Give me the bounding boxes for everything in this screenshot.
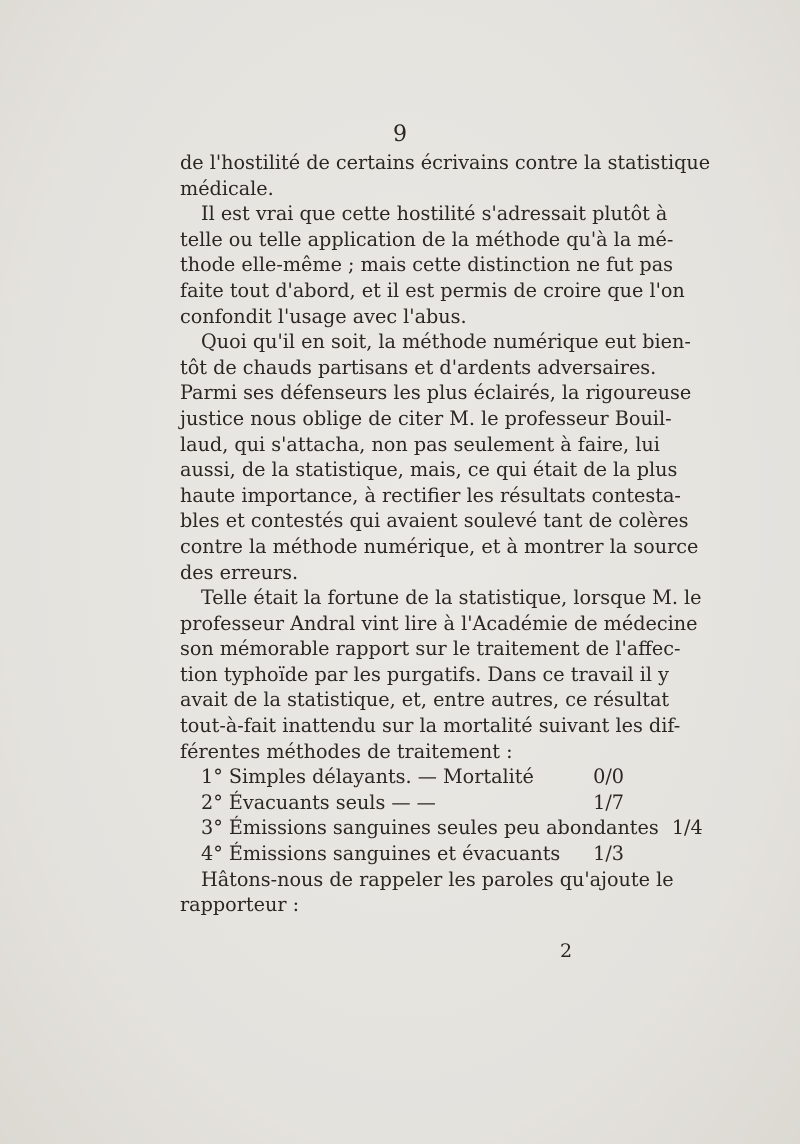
text-line: Il est vrai que cette hostilité s'adressait plutôt à xyxy=(201,202,668,226)
text-line: de l'hostilité de certains écrivains contre la statistique xyxy=(180,151,711,174)
result-value: 0/0 xyxy=(593,765,624,789)
text-line: laud, qui s'attacha, non pas seulement à faire, lui xyxy=(180,432,660,456)
text-line: des erreurs. xyxy=(180,560,299,584)
text-line: aussi, de la statistique, mais, ce qui était de la plus xyxy=(180,458,678,482)
result-value: 1/4 xyxy=(671,816,703,840)
paragraph-4 xyxy=(180,585,702,764)
text-line: tion typhoïde par les purgatifs. Dans ce travail il y xyxy=(180,662,669,686)
signature-mark: 2 xyxy=(559,940,573,962)
result-row xyxy=(180,790,624,816)
result-label: 1° Simples délayants. — Mortalité xyxy=(201,765,534,789)
text-line: médicale. xyxy=(180,176,274,200)
text-line: faite tout d'abord, et il est permis de croire que l'on xyxy=(180,278,685,302)
text-line: haute importance, à rectifier les résultats contesta- xyxy=(180,483,681,507)
page-number: 9 xyxy=(393,122,407,147)
text-line: telle ou telle application de la méthode qu'à la mé- xyxy=(180,227,674,251)
text-line: confondit l'usage avec l'abus. xyxy=(180,304,467,328)
text-line: Telle était la fortune de la statistique, lorsque M. le xyxy=(201,586,702,610)
text-line: contre la méthode numérique, et à montrer la source xyxy=(180,534,699,558)
paragraph-1 xyxy=(180,150,711,201)
text-line: rapporteur : xyxy=(180,893,300,917)
result-label: 2° Évacuants seuls — — xyxy=(201,790,436,814)
text-line: professeur Andral vint lire à l'Académie de médecine xyxy=(180,611,698,635)
text-line: Hâtons-nous de rappeler les paroles qu'ajoute le xyxy=(201,867,674,891)
text-line: tôt de chauds partisans et d'ardents adversaires. xyxy=(180,355,657,379)
paragraph-2 xyxy=(180,201,685,329)
result-row xyxy=(180,841,624,867)
result-label: 3° Émissions sanguines seules peu abondantes xyxy=(201,816,659,840)
text-line: avait de la statistique, et, entre autres, ce résultat xyxy=(180,688,670,712)
text-line: Parmi ses défenseurs les plus éclairés, la rigoureuse xyxy=(180,381,692,405)
closing-paragraph xyxy=(180,867,674,918)
text-line: tout-à-fait inattendu sur la mortalité suivant les dif- xyxy=(180,714,681,738)
text-line: justice nous oblige de citer M. le professeur Bouil- xyxy=(180,406,672,430)
result-row xyxy=(180,764,624,790)
text-line: thode elle-même ; mais cette distinction ne fut pas xyxy=(180,253,674,277)
text-line: férentes méthodes de traitement : xyxy=(180,739,513,763)
mortality-results xyxy=(180,764,703,866)
paragraph-3 xyxy=(180,329,699,585)
text-line: bles et contestés qui avaient soulevé tant de colères xyxy=(180,509,689,533)
text-line: son mémorable rapport sur le traitement de l'affec- xyxy=(180,637,681,661)
body-text xyxy=(180,150,711,918)
result-row xyxy=(180,815,703,841)
result-value: 1/7 xyxy=(593,790,624,814)
result-label: 4° Émissions sanguines et évacuants xyxy=(201,842,561,866)
text-line: Quoi qu'il en soit, la méthode numérique eut bien- xyxy=(201,330,691,354)
result-value: 1/3 xyxy=(593,842,624,866)
